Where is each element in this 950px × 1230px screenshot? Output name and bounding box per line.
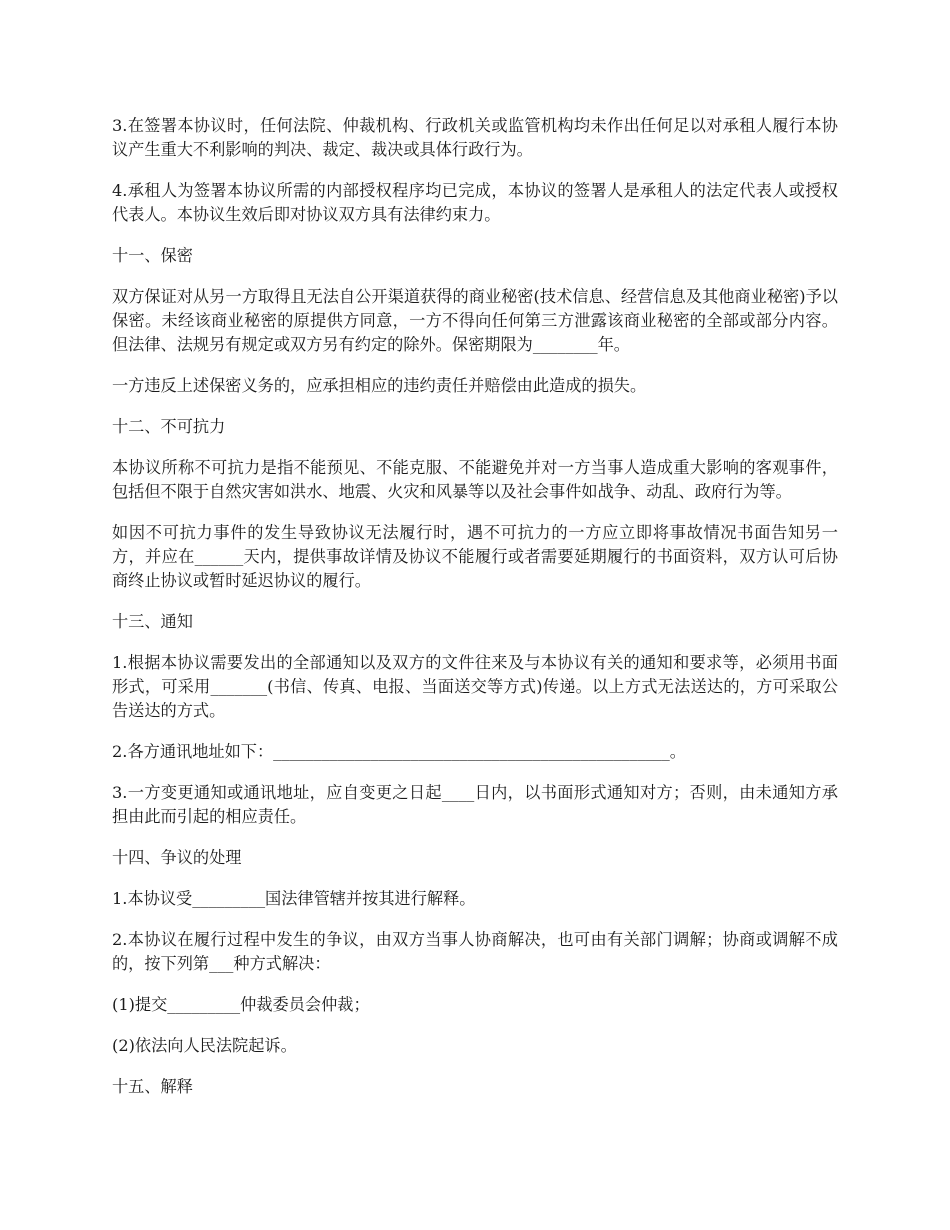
dispute-option-1-arbitration: (1)提交_________仲裁委员会仲裁；	[112, 995, 370, 1014]
notice-clause-2-addresses: 2.各方通讯地址如下：_________________________________________________。	[112, 742, 686, 761]
document-body	[112, 114, 838, 1116]
notice-clause-1: 1.根据本协议需要发出的全部通知以及双方的文件往来及与本协议有关的通知和要求等，必须用书面形式，可采用_______(书信、传真、电报、当面送交等方式)传递。以上方式无法送达的，方可采取公告送达的方式。	[112, 653, 838, 720]
dispute-clause-1-governing-law: 1.本协议受_________国法律管辖并按其进行解释。	[112, 889, 476, 908]
section-heading-dispute-resolution: 十四、争议的处理	[112, 848, 242, 867]
confidentiality-breach-paragraph: 一方违反上述保密义务的，应承担相应的违约责任并赔偿由此造成的损失。	[112, 376, 647, 395]
confidentiality-obligation-paragraph: 双方保证对从另一方取得且无法自公开渠道获得的商业秘密(技术信息、经营信息及其他商业秘密)予以保密。未经该商业秘密的原提供方同意，一方不得向任何第三方泄露该商业秘密的全部或部分内容。但法律、法规另有规定或双方另有约定的除外。保密期限为________年。	[112, 287, 838, 354]
dispute-clause-2-resolution-method: 2.本协议在履行过程中发生的争议，由双方当事人协商解决，也可由有关部门调解；协商或调解不成的，按下列第___种方式解决：	[112, 930, 838, 973]
section-heading-notice: 十三、通知	[112, 612, 193, 631]
clause-4-internal-authorization: 4.承租人为签署本协议所需的内部授权程序均已完成，本协议的签署人是承租人的法定代表人或授权代表人。本协议生效后即对协议双方具有法律约束力。	[112, 181, 838, 224]
dispute-option-2-court: (2)依法向人民法院起诉。	[112, 1036, 297, 1055]
section-heading-confidentiality: 十一、保密	[112, 246, 193, 265]
notice-clause-3-address-change: 3.一方变更通知或通讯地址，应自变更之日起____日内，以书面形式通知对方；否则，由未通知方承担由此而引起的相应责任。	[112, 783, 838, 826]
section-heading-force-majeure: 十二、不可抗力	[112, 417, 226, 436]
section-heading-interpretation: 十五、解释	[112, 1077, 193, 1096]
clause-3-no-adverse-judgment: 3.在签署本协议时，任何法院、仲裁机构、行政机关或监管机构均未作出任何足以对承租人履行本协议产生重大不利影响的判决、裁定、裁决或具体行政行为。	[112, 116, 838, 159]
force-majeure-notice-paragraph: 如因不可抗力事件的发生导致协议无法履行时，遇不可抗力的一方应立即将事故情况书面告知另一方，并应在______天内，提供事故详情及协议不能履行或者需要延期履行的书面资料，双方认可后协商终止协议或暂时延迟协议的履行。	[112, 523, 838, 590]
force-majeure-definition-paragraph: 本协议所称不可抗力是指不能预见、不能克服、不能避免并对一方当事人造成重大影响的客观事件，包括但不限于自然灾害如洪水、地震、火灾和风暴等以及社会事件如战争、动乱、政府行为等。	[112, 458, 838, 501]
